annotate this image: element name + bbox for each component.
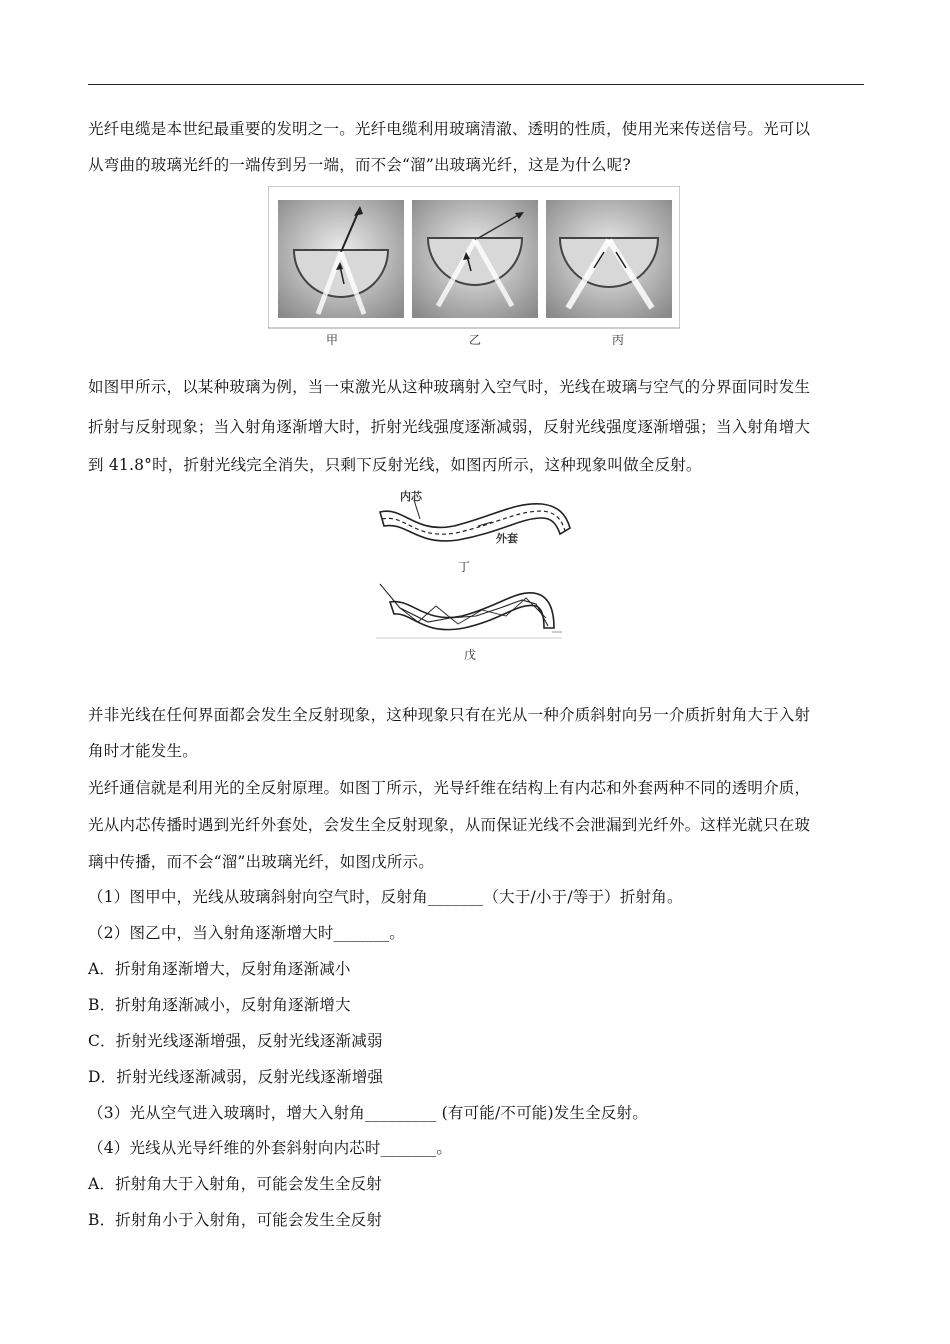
question-1: （1）图甲中，光线从玻璃斜射向空气时，反射角_______（大于/小于/等于）折射角。 [88, 888, 683, 906]
q4-option-a: A．折射角大于入射角，可能会发生全反射 [88, 1175, 382, 1193]
para4-line-2: 光从内芯传播时遇到光纤外套处，会发生全反射现象，从而保证光线不会泄漏到光纤外。这样光就只在玻 [88, 816, 811, 834]
label-core: 内芯 [400, 490, 422, 503]
q4-option-b: B．折射角小于入射角，可能会发生全反射 [88, 1211, 383, 1229]
caption-bing: 丙 [612, 333, 625, 347]
question-2: （2）图乙中，当入射角逐渐增大时_______。 [88, 924, 405, 942]
para4-line-3: 璃中传播，而不会“溜”出玻璃光纤，如图戊所示。 [88, 853, 434, 871]
figure-total-reflection-photos [268, 186, 680, 330]
caption-yi: 乙 [469, 333, 482, 347]
q2-option-d: D．折射光线逐渐减弱，反射光线逐渐增强 [88, 1068, 384, 1086]
header-rule [88, 84, 864, 85]
photo-bing [546, 200, 672, 318]
para3-line-1: 并非光线在任何界面都会发生全反射现象，这种现象只有在光从一种介质斜射向另一介质折射角大于入射 [88, 706, 811, 724]
q2-option-a: A．折射角逐渐增大，反射角逐渐减小 [88, 960, 351, 978]
figure-fiber-light-path [376, 578, 562, 640]
intro-line-1: 光纤电缆是本世纪最重要的发明之一。光纤电缆利用玻璃清澈、透明的性质，使用光来传送信号。光可以 [88, 120, 811, 138]
para2-line-2: 折射与反射现象；当入射角逐渐增大时，折射光线强度逐渐减弱，反射光线强度逐渐增强；当入射角增大 [88, 418, 811, 436]
caption-wu: 戊 [464, 648, 477, 662]
para3-line-2: 角时才能发生。 [88, 742, 198, 760]
para2-line-3: 到 41.8°时，折射光线完全消失，只剩下反射光线，如图丙所示，这种现象叫做全反射。 [88, 456, 702, 474]
label-sheath: 外套 [496, 532, 518, 545]
photo-yi [412, 200, 538, 318]
para4-line-1: 光纤通信就是利用光的全反射原理。如图丁所示，光导纤维在结构上有内芯和外套两种不同的透明介质， [88, 779, 811, 797]
caption-ding: 丁 [458, 560, 471, 574]
intro-line-2: 从弯曲的玻璃光纤的一端传到另一端，而不会“溜”出玻璃光纤，这是为什么呢? [88, 156, 631, 174]
photo-jia [278, 200, 404, 318]
para2-line-1: 如图甲所示，以某种玻璃为例，当一束激光从这种玻璃射入空气时，光线在玻璃与空气的分界面同时发生 [88, 378, 811, 396]
q2-option-b: B．折射角逐渐减小，反射角逐渐增大 [88, 996, 351, 1014]
q2-option-c: C．折射光线逐渐增强，反射光线逐渐减弱 [88, 1032, 383, 1050]
question-4: （4）光线从光导纤维的外套斜射向内芯时_______。 [88, 1139, 453, 1157]
question-3: （3）光从空气进入玻璃时，增大入射角_________ (有可能/不可能)发生全反射。 [88, 1104, 648, 1122]
caption-jia: 甲 [326, 333, 339, 347]
